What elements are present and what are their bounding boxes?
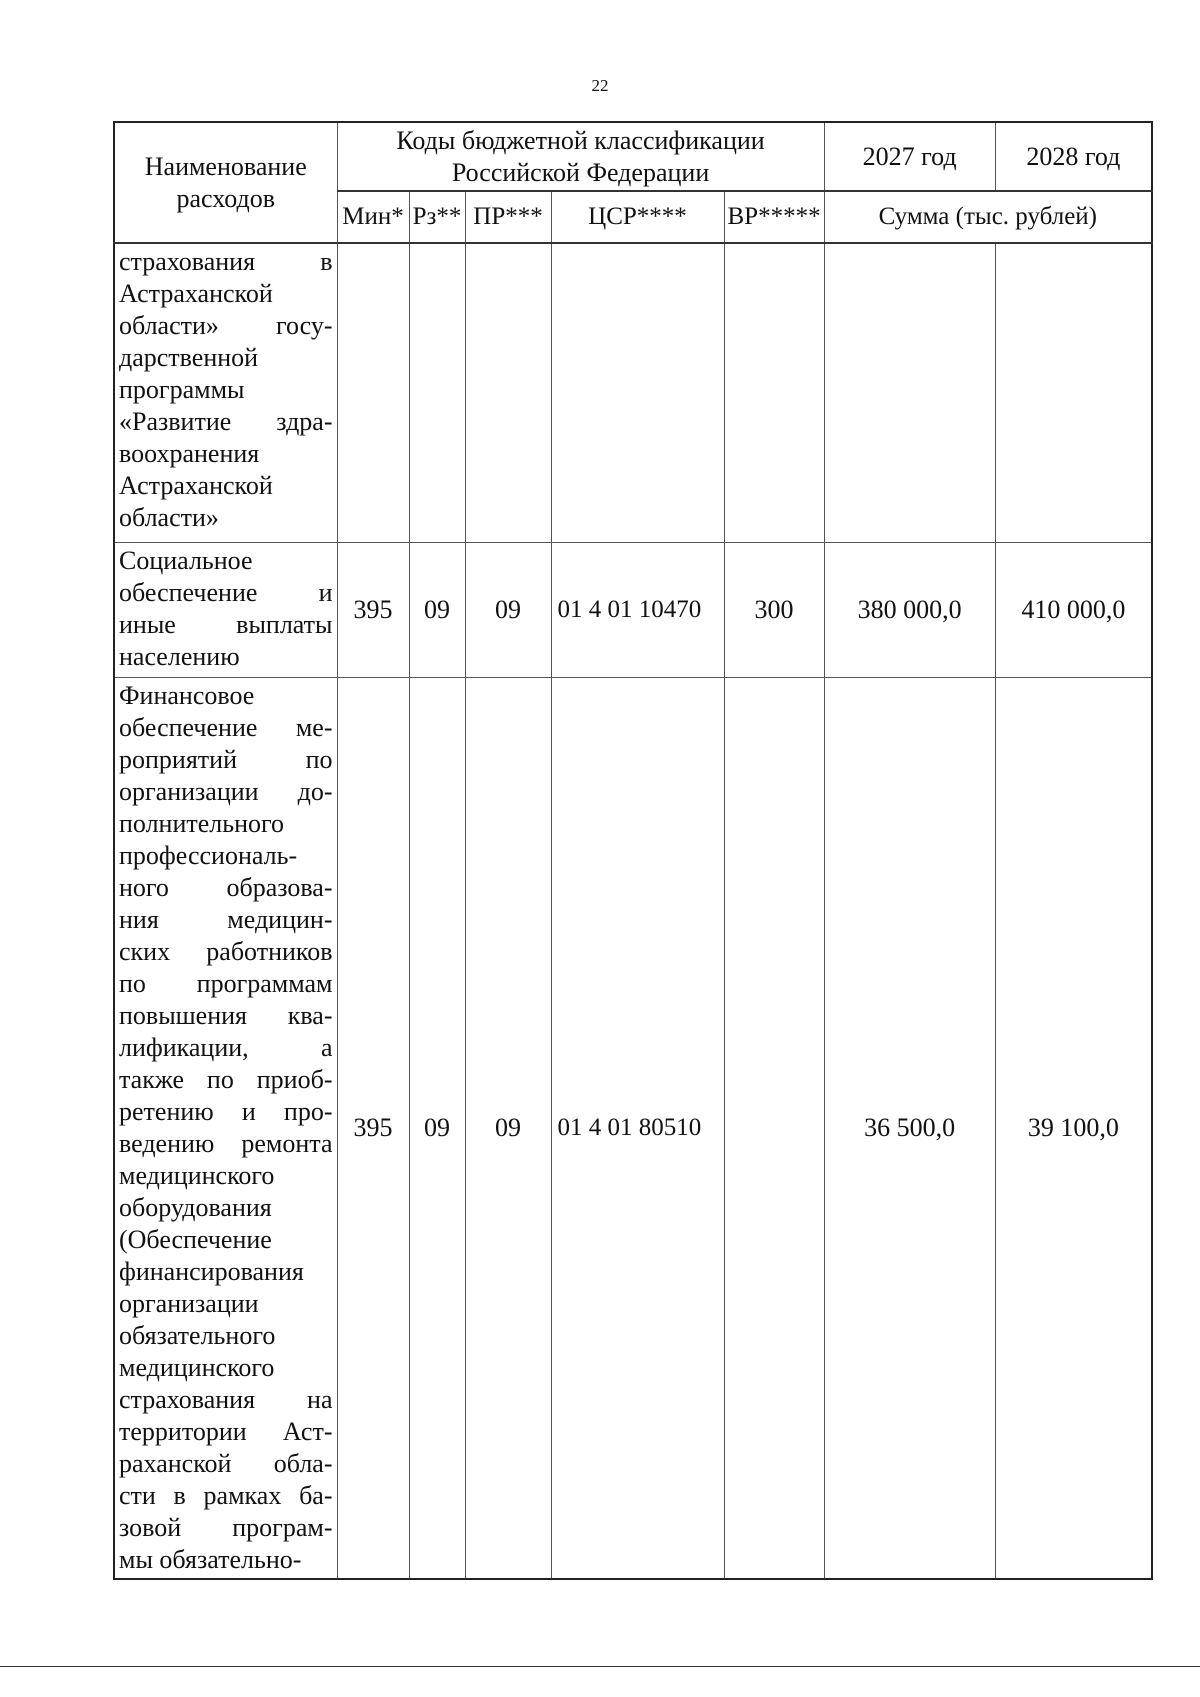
row-name-line: также по приоб- — [119, 1065, 333, 1094]
row-name-line: по программам — [119, 969, 333, 998]
cell-csr: 01 4 01 80510 — [551, 678, 724, 1580]
row-name-line: полнительного — [119, 809, 285, 838]
row-name-line: страхования в — [119, 247, 333, 276]
cell-year-2027: 36 500,0 — [824, 678, 995, 1580]
header-min: Мин* — [337, 191, 409, 243]
table-row — [114, 678, 1152, 1580]
cell-pr: 09 — [465, 543, 551, 678]
cell-vr: 300 — [724, 543, 824, 678]
row-name-line: области» — [119, 503, 219, 532]
row-name-line: воохранения — [119, 439, 260, 468]
header-rz: Рз** — [409, 191, 465, 243]
row-name-line: ведению ремонта — [119, 1129, 333, 1158]
header-sum: Сумма (тыс. рублей) — [824, 191, 1152, 243]
row-name-line: раханской обла- — [119, 1449, 333, 1478]
row-name-line: зовой програм- — [119, 1513, 333, 1542]
row-name-line: страхования на — [119, 1385, 333, 1414]
row-name-line: ретению и про- — [119, 1097, 333, 1126]
cell-year-2027 — [824, 243, 995, 543]
row-name-line: медицинского — [119, 1353, 275, 1382]
cell-csr — [551, 243, 724, 543]
row-name — [114, 243, 337, 543]
row-name-line: ного образова- — [119, 873, 333, 902]
row-name-line: Финансовое — [119, 681, 255, 710]
footer-rule — [0, 1666, 1200, 1667]
cell-min: 395 — [337, 678, 409, 1580]
header-pr: ПР*** — [465, 191, 551, 243]
row-name-line: оборудования — [119, 1193, 272, 1222]
header-name: Наименование расходов — [114, 122, 337, 243]
row-name-line: Астраханской — [119, 279, 273, 308]
header-year-2027: 2027 год — [824, 122, 995, 191]
row-name-line: дарственной — [119, 343, 259, 372]
cell-csr: 01 4 01 10470 — [551, 543, 724, 678]
cell-vr — [724, 678, 824, 1580]
cell-pr: 09 — [465, 678, 551, 1580]
row-name — [114, 543, 337, 678]
row-name-line: профессиональ- — [119, 841, 298, 870]
row-name-line: лификации, а — [119, 1033, 333, 1062]
row-name-line: медицинского — [119, 1161, 275, 1190]
cell-pr — [465, 243, 551, 543]
row-name — [114, 678, 337, 1580]
cell-min: 395 — [337, 543, 409, 678]
row-name-line: «Развитие здра- — [119, 407, 333, 436]
cell-vr — [724, 243, 824, 543]
cell-rz — [409, 243, 465, 543]
row-name-line: повышения ква- — [119, 1001, 333, 1030]
table-row — [114, 243, 1152, 543]
row-name-line: организации — [119, 1289, 259, 1318]
row-name-line: ских работников — [119, 937, 333, 966]
row-name-line: ния медицин- — [119, 905, 333, 934]
cell-min — [337, 243, 409, 543]
cell-year-2027: 380 000,0 — [824, 543, 995, 678]
row-name-line: организации до- — [119, 777, 333, 806]
row-name-line: иные выплаты — [119, 610, 333, 639]
row-name-line: области» госу- — [119, 311, 333, 340]
cell-rz: 09 — [409, 678, 465, 1580]
row-name-line: (Обеспечение — [119, 1225, 272, 1254]
row-name-line: программы — [119, 375, 245, 404]
header-vr: ВР***** — [724, 191, 824, 243]
row-name-line: сти в рамках ба- — [119, 1481, 333, 1510]
header-csr: ЦСР**** — [551, 191, 724, 243]
header-codes-group: Коды бюджетной классификации Российской Федерации — [337, 122, 824, 191]
header-year-2028: 2028 год — [995, 122, 1152, 191]
row-name-line: обязательного — [119, 1321, 276, 1350]
budget-table — [113, 121, 1153, 1580]
cell-rz: 09 — [409, 543, 465, 678]
row-name-line: населению — [119, 642, 240, 671]
cell-year-2028 — [995, 243, 1152, 543]
row-name-line: Социальное — [119, 546, 253, 575]
row-name-line: обеспечение ме- — [119, 713, 333, 742]
row-name-line: обеспечение и — [119, 578, 333, 607]
row-name-line: Астраханской — [119, 471, 273, 500]
row-name-line: финансирования — [119, 1257, 304, 1286]
cell-year-2028: 410 000,0 — [995, 543, 1152, 678]
page-number: 22 — [591, 76, 609, 95]
table-row — [114, 543, 1152, 678]
cell-year-2028: 39 100,0 — [995, 678, 1152, 1580]
row-name-line: роприятий по — [119, 745, 333, 774]
row-name-line: территории Аст- — [119, 1417, 333, 1446]
row-name-line: мы обязательно- — [119, 1545, 302, 1574]
